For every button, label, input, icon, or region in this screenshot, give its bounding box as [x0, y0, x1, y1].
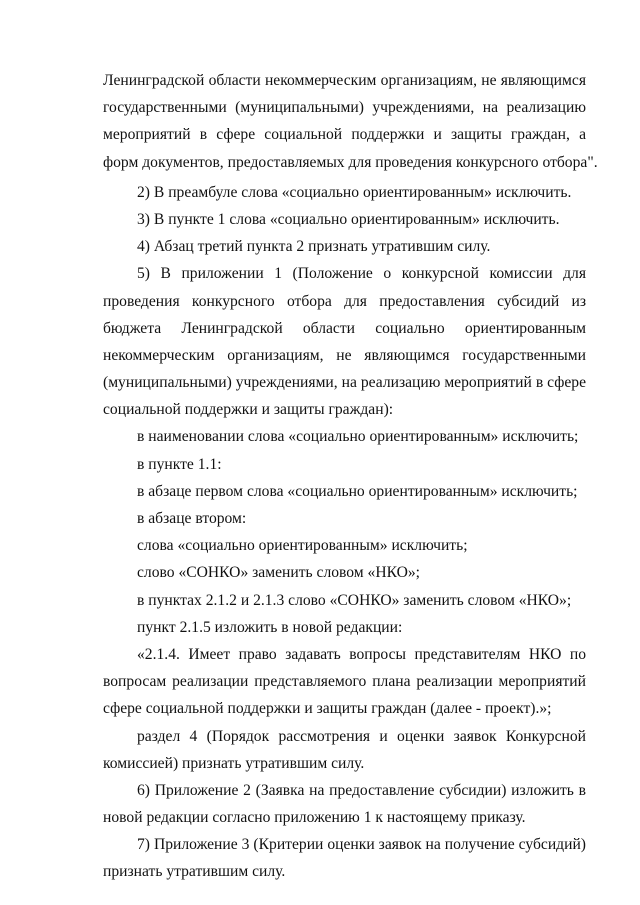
text-line: признать утратившим силу. — [103, 863, 286, 881]
text-line: 4) Абзац третий пункта 2 признать утратившим силу. — [137, 238, 491, 256]
text-line: раздел 4 (Порядок рассмотрения и оценки заявок Конкурсной — [137, 727, 586, 745]
text-line: Ленинградской области некоммерческим организациям, не являющимся — [103, 72, 586, 89]
text-line: социальной поддержки и защиты граждан): — [103, 401, 394, 419]
document-body — [103, 69, 598, 885]
text-line: 5) В приложении 1 (Положение о конкурсной комиссии для — [137, 265, 586, 283]
text-line: в пункте 1.1: — [137, 455, 222, 473]
text-line: 7) Приложение 3 (Критерии оценки заявок на получение субсидий) — [137, 836, 586, 854]
text-line: бюджета Ленинградской области социально ориентированным — [103, 319, 586, 337]
text-line: 2) В преамбуле слова «социально ориентированным» исключить. — [137, 183, 572, 201]
text-line: новой редакции согласно приложению 1 к настоящему приказу. — [103, 809, 526, 827]
text-line: в абзаце первом слова «социально ориентированным» исключить; — [137, 482, 578, 500]
text-line: государственными (муниципальными) учреждениями, на реализацию — [103, 99, 586, 117]
text-line: «2.1.4. Имеет право задавать вопросы представителям НКО по — [137, 645, 586, 663]
text-line: форм документов, предоставляемых для проведения конкурсного отбора". — [103, 153, 598, 171]
text-line: пункт 2.1.5 изложить в новой редакции: — [137, 618, 403, 636]
text-line: слово «СОНКО» заменить словом «НКО»; — [137, 564, 421, 582]
text-line: комиссией) признать утратившим силу. — [103, 754, 365, 772]
text-line: вопросам реализации представляемого плана реализации мероприятий — [103, 673, 586, 691]
text-line: проведения конкурсного отбора для предоставления субсидий из — [103, 292, 586, 310]
text-line: слова «социально ориентированным» исключить; — [137, 537, 468, 555]
text-line: мероприятий в сфере социальной поддержки и защиты граждан, а — [103, 126, 586, 144]
text-line: некоммерческим организациям, не являющимся государственными — [103, 346, 586, 364]
text-line: в абзаце втором: — [137, 510, 247, 527]
text-line: в пунктах 2.1.2 и 2.1.3 слово «СОНКО» заменить словом «НКО»; — [137, 591, 572, 609]
text-line: (муниципальными) учреждениями, на реализацию мероприятий в сфере — [103, 374, 586, 392]
text-line: сфере социальной поддержки и защиты граждан (далее - проект).»; — [103, 700, 552, 718]
text-line: в наименовании слова «социально ориентированным» исключить; — [137, 428, 579, 446]
text-line: 6) Приложение 2 (Заявка на предоставление субсидии) изложить в — [137, 781, 586, 799]
text-line: 3) В пункте 1 слова «социально ориентированным» исключить. — [137, 210, 560, 228]
